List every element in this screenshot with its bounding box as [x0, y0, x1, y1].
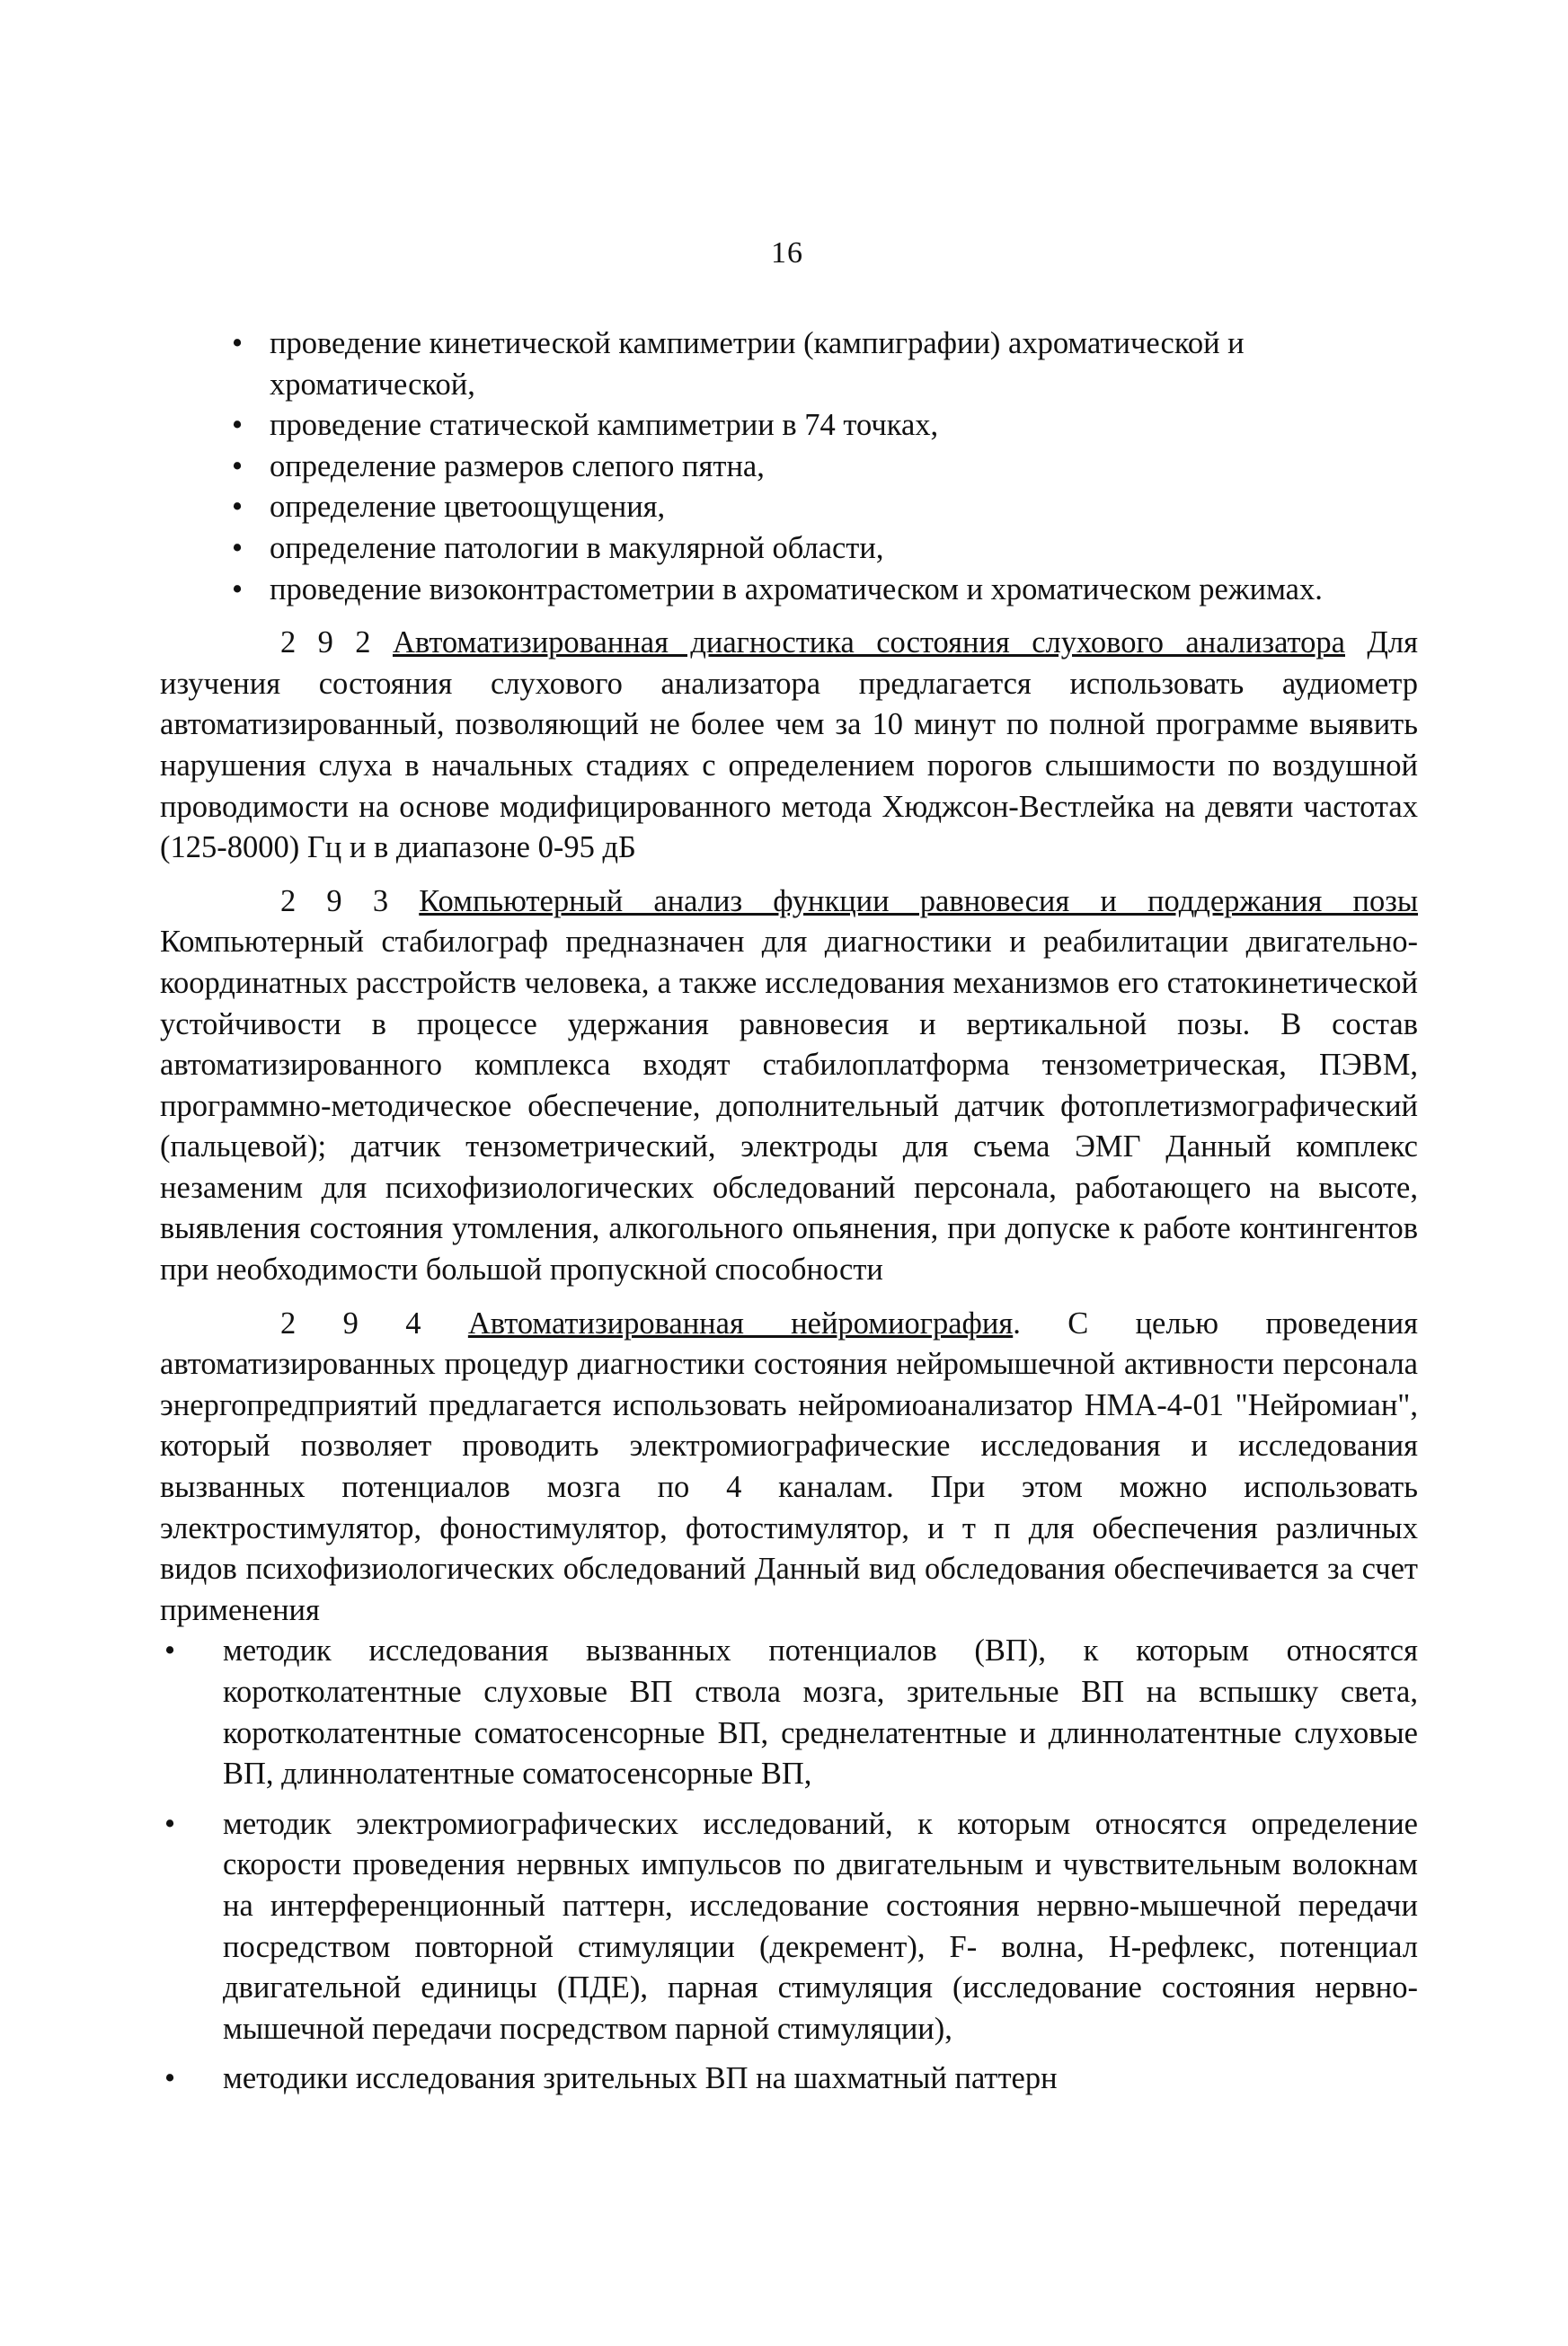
section-number: 2 9 4: [280, 1306, 421, 1341]
list-item: • проведение визоконтрастометрии в ахроматическом и хроматическом режимах.: [160, 570, 1418, 611]
bullet-icon: •: [164, 1633, 176, 1669]
section-2-9-2: [160, 623, 1418, 869]
methods-list: [160, 1631, 1418, 2100]
list-item: • проведение статической кампиметрии в 74 точках,: [160, 405, 1418, 447]
section-text: Компьютерный стабилограф предназначен для диагностики и реабилитации двигательно-координатных расстройств человека, а также исследования механизмов его статокинетической устойчивости в процессе удержания равновесия и вертикальной позы. В состав автоматизированного комплекса входят стабилоплатформа тензометрическая, ПЭВМ, программно-методическое обеспечение, дополнительный датчик фотоплетизмографический (пальцевой); датчик тензометрический, электроды для съема ЭМГ Данный комплекс незаменим для психофизиологических обследований персонала, работающего на высоте, выявления состояния утомления, алкогольного опьянения, при допуске к работе контингентов при необходимости большой пропускной способности: [160, 925, 1418, 1288]
bullet-icon: •: [232, 530, 244, 565]
section-2-9-3: [160, 881, 1418, 1291]
section-heading: Компьютерный анализ функции равновесия и поддержания позы: [419, 883, 1419, 918]
list-item: • методик исследования вызванных потенциалов (ВП), к которым относятся коротколатентные слуховые ВП ствола мозга, зрительные ВП на вспышку света, коротколатентные соматосенсорные ВП, среднелатентные и длиннолатентные слуховые ВП, длиннолатентные соматосенсорные ВП,: [160, 1631, 1418, 1794]
list-item: • методики исследования зрительных ВП на шахматный паттерн: [160, 2058, 1418, 2100]
section-heading: Автоматизированная нейромиография: [467, 1306, 1014, 1341]
bullet-icon: •: [232, 326, 244, 360]
bullet-icon: •: [164, 2061, 176, 2096]
bullet-icon: •: [232, 571, 244, 606]
section-heading: Автоматизированная диагностика состояния слухового анализатора: [392, 625, 1345, 660]
bullet-icon: •: [232, 448, 244, 483]
section-number: 2 9 2: [280, 625, 371, 660]
section-2-9-4: [160, 1304, 1418, 1632]
section-text: . С целью проведения автоматизированных процедур диагностики состояния нейромышечной активности персонала энергопредприятий предлагается использовать нейромиоанализатор НМА-4-01 "Нейромиан", который позволяет проводить электромиографические исследования и исследования вызванных потенциалов мозга по 4 каналам. При этом можно использовать электростимулятор, фоностимулятор, фотостимулятор, и т п для обеспечения различных видов психофизиологических обследований Данный вид обследования обеспечивается за счет применения: [160, 1306, 1419, 1627]
list-item: • определение цветоощущения,: [160, 487, 1418, 528]
perimetry-list: [160, 323, 1418, 610]
page-number: 16: [771, 236, 803, 270]
bullet-icon: •: [164, 1806, 176, 1841]
list-item: • проведение кинетической кампиметрии (кампиграфии) ахроматической и хроматической,: [160, 323, 1418, 405]
list-item: • определение размеров слепого пятна,: [160, 447, 1418, 488]
bullet-icon: •: [232, 408, 244, 443]
section-number: 2 9 3: [280, 883, 389, 918]
document-body: [160, 323, 1418, 2100]
bullet-icon: •: [232, 490, 244, 525]
section-text: Для изучения состояния слухового анализатора предлагается использовать аудиометр автоматизированный, позволяющий не более чем за 10 минут по полной программе выявить нарушения слуха в начальных стадиях с определением порогов слышимости по воздушной проводимости на основе модифицированного метода Хюджсон-Вестлейка на девяти частотах (125-8000) Гц и в диапазоне 0-95 дБ: [160, 625, 1419, 865]
list-item: • методик электромиографических исследований, к которым относятся определение скорости проведения нервных импульсов по двигательным и чувствительным волокнам на интерференционный паттерн, исследование состояния нервно-мышечной передачи посредством повторной стимуляции (декремент), F- волна, Н-рефлекс, потенциал двигательной единицы (ПДЕ), парная стимуляция (исследование состояния нервно-мышечной передачи посредством парной стимуляции),: [160, 1804, 1418, 2050]
list-item: • определение патологии в макулярной области,: [160, 528, 1418, 570]
